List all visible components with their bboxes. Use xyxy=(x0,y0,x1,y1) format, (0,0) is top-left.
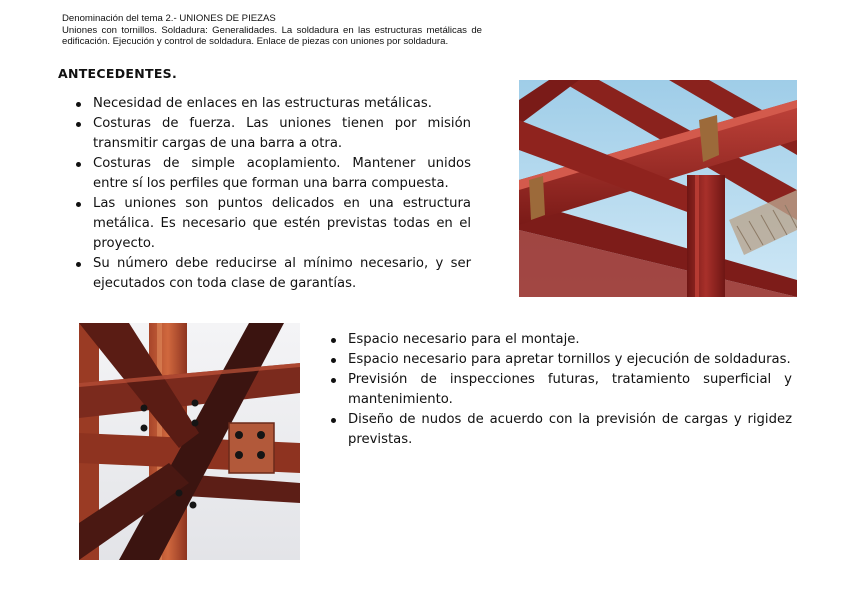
list-item: Las uniones son puntos delicados en una estructura metálica. Es necesario que estén previstas todas en el proyecto. xyxy=(75,194,471,254)
list-item: Necesidad de enlaces en las estructuras metálicas. xyxy=(75,94,471,114)
list-item: Previsión de inspecciones futuras, tratamiento superficial y mantenimiento. xyxy=(330,370,792,410)
list-item: Diseño de nudos de acuerdo con la previsión de cargas y rigidez previstas. xyxy=(330,410,792,450)
list-item: Espacio necesario para apretar tornillos y ejecución de soldaduras. xyxy=(330,350,792,370)
list-item: Costuras de simple acoplamiento. Mantener unidos entre sí los perfiles que forman una barra compuesta. xyxy=(75,154,471,194)
list-item: Espacio necesario para el montaje. xyxy=(330,330,792,350)
bolted-connection-photo xyxy=(79,323,300,560)
list-item: Costuras de fuerza. Las uniones tienen por misión transmitir cargas de una barra a otra. xyxy=(75,114,471,154)
topic-title: Denominación del tema 2.- UNIONES DE PIEZAS xyxy=(62,13,276,24)
list-item: Su número debe reducirse al mínimo necesario, y ser ejecutados con toda clase de garantías. xyxy=(75,254,471,294)
topic-description: Uniones con tornillos. Soldadura: Generalidades. La soldadura en las estructuras metálicas de edificación. Ejecución y control de soldadura. Enlace de piezas con uniones por soldadura. xyxy=(62,25,482,47)
section-heading: ANTECEDENTES. xyxy=(58,66,178,81)
antecedents-list xyxy=(75,94,471,294)
steel-beams-photo xyxy=(519,80,797,297)
requirements-list xyxy=(330,330,792,450)
